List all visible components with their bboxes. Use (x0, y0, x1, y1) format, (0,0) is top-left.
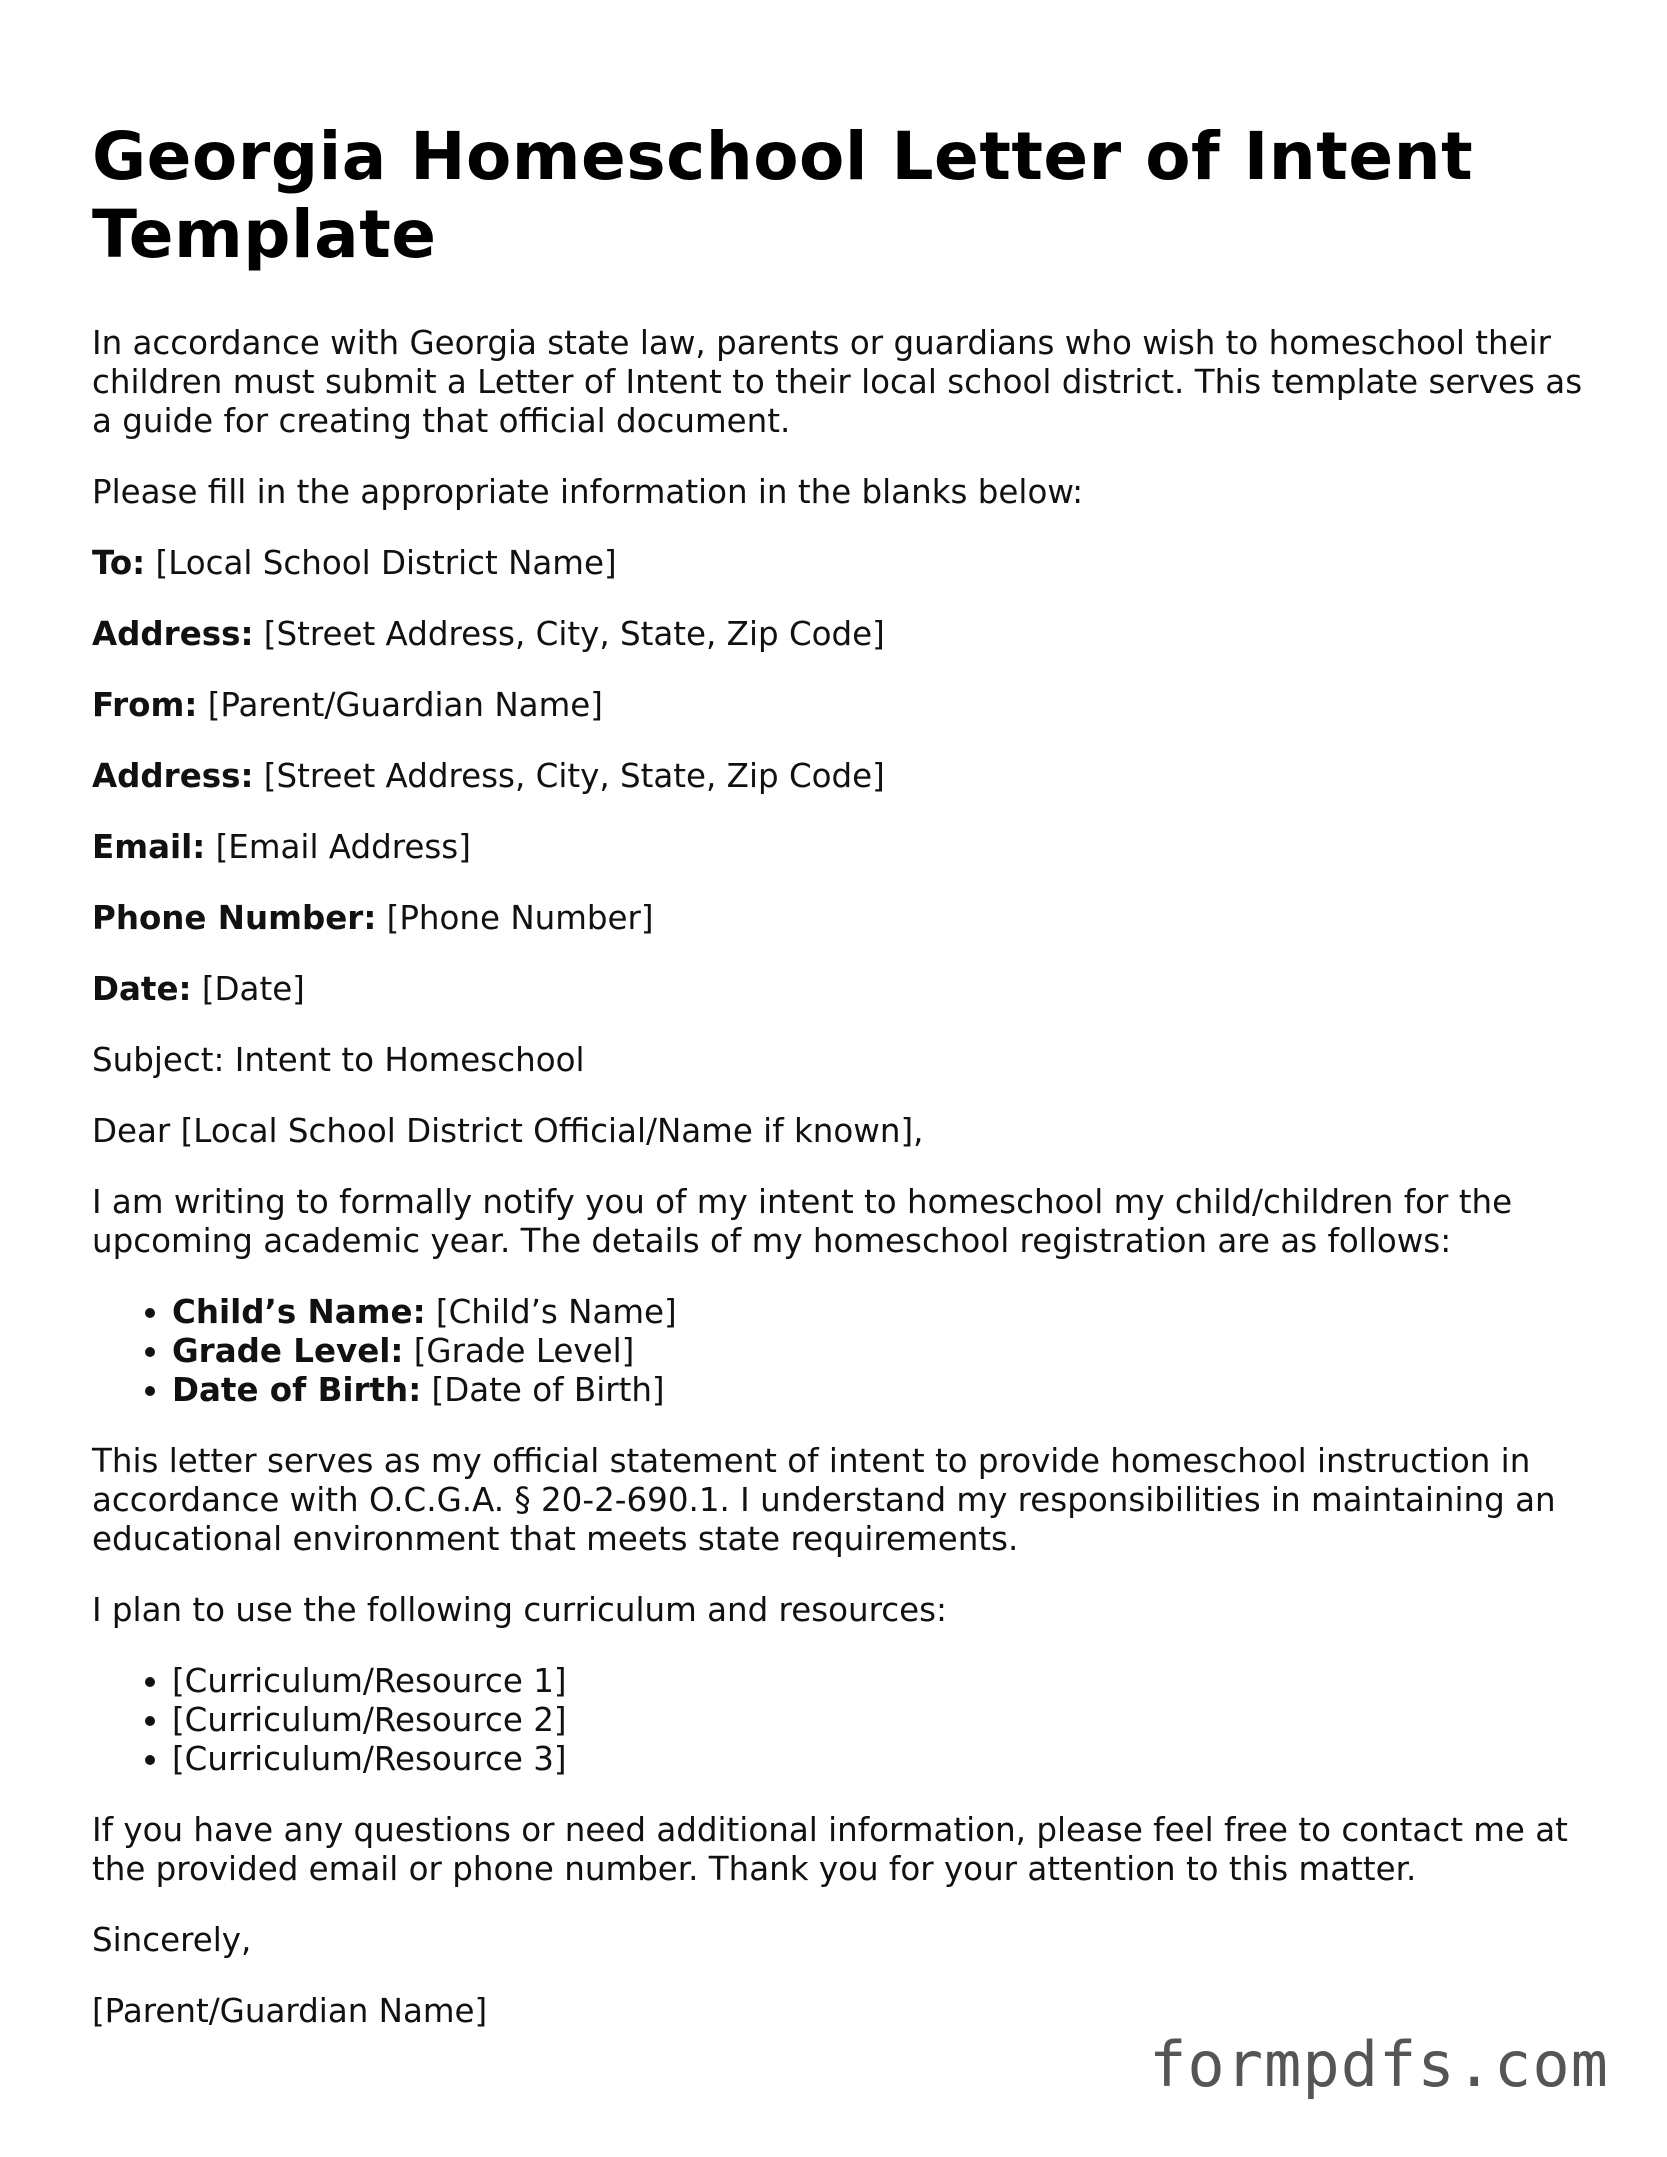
field-from-address (92, 757, 1592, 796)
list-item (172, 1332, 1592, 1371)
field-email-label: Email: (92, 828, 206, 866)
list-item: • [Curriculum/Resource 3] (172, 1740, 1592, 1779)
date-of-birth-value: [Date of Birth] (431, 1371, 665, 1409)
subject-line: Subject: Intent to Homeschool (92, 1041, 585, 1079)
field-date-label: Date: (92, 970, 192, 1008)
document-title: Georgia Homeschool Letter of Intent Template (92, 118, 1474, 273)
grade-level-value: [Grade Level] (413, 1332, 635, 1370)
intro-paragraph: In accordance with Georgia state law, parents or guardians who wish to homeschool their children must submit a Letter of Intent to their local school district. This template serves as a guide for creating that official document. (92, 324, 1583, 440)
field-from (92, 686, 1592, 725)
field-from-address-value: [Street Address, City, State, Zip Code] (263, 757, 885, 795)
curriculum-list (92, 1662, 1592, 1779)
field-to-label: To: (92, 544, 146, 582)
signoff: Sincerely, (92, 1921, 252, 1959)
grade-level-label: Grade Level: (172, 1332, 404, 1370)
field-to-value: [Local School District Name] (155, 544, 617, 582)
curriculum-intro-paragraph: I plan to use the following curriculum and resources: (92, 1591, 947, 1629)
document-page (92, 118, 1592, 2063)
salutation: Dear [Local School District Official/Name if known], (92, 1112, 924, 1150)
signature-placeholder: [Parent/Guardian Name] (92, 1992, 488, 2030)
field-phone-label: Phone Number: (92, 899, 377, 937)
field-from-label: From: (92, 686, 198, 724)
closing-paragraph: If you have any questions or need additional information, please feel free to contact me at the provided email or phone number. Thank you for your attention to this matter. (92, 1811, 1568, 1888)
field-date-value: [Date] (201, 970, 305, 1008)
statement-paragraph: This letter serves as my official statement of intent to provide homeschool instruction in accordance with O.C.G.A. § 20-2-690.1. I understand my responsibilities in maintaining an educational environment that meets state requirements. (92, 1442, 1556, 1558)
instructions-paragraph: Please fill in the appropriate information in the blanks below: (92, 473, 1084, 511)
field-to (92, 544, 1592, 583)
field-email-value: [Email Address] (215, 828, 471, 866)
child-name-value: [Child’s Name] (435, 1293, 677, 1331)
field-from-value: [Parent/Guardian Name] (207, 686, 603, 724)
field-to-address (92, 615, 1592, 654)
watermark: formpdfs.com (1149, 2028, 1609, 2101)
child-details-list (92, 1293, 1592, 1410)
list-item: • [Curriculum/Resource 1] (172, 1662, 1592, 1701)
list-item (172, 1293, 1592, 1332)
field-phone-value: [Phone Number] (386, 899, 654, 937)
list-item (172, 1371, 1592, 1410)
date-of-birth-label: Date of Birth: (172, 1371, 422, 1409)
field-date (92, 970, 1592, 1009)
field-email (92, 828, 1592, 867)
body-intro-paragraph: I am writing to formally notify you of my intent to homeschool my child/children for the upcoming academic year. The details of my homeschool registration are as follows: (92, 1183, 1513, 1260)
field-to-address-value: [Street Address, City, State, Zip Code] (263, 615, 885, 653)
field-phone (92, 899, 1592, 938)
child-name-label: Child’s Name: (172, 1293, 426, 1331)
list-item: • [Curriculum/Resource 2] (172, 1701, 1592, 1740)
field-to-address-label: Address: (92, 615, 254, 653)
field-from-address-label: Address: (92, 757, 254, 795)
